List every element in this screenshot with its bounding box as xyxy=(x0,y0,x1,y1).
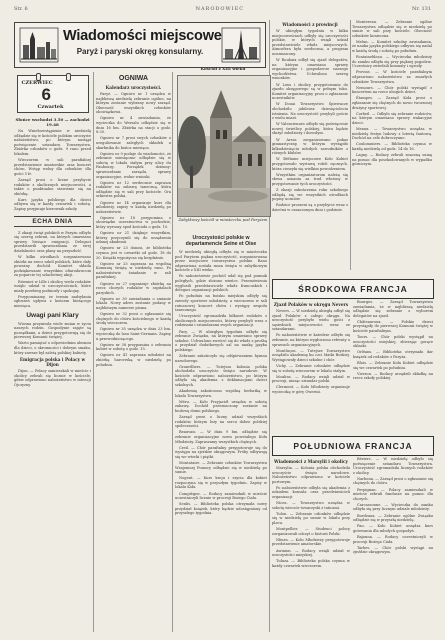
article-text: Na Wniebowstąpienie w niedzielę odbędzie się w kościele polskim uroczyste nabożeństwo, po którym nastąpi poświęcenie sztandaru Towarzystwa. Zbiórka członków o godz. 9 rano przed lokalem. Wieczorem w sali parafialnej przedstawienie amatorskie oraz koncert chóru. Wstęp wolny dla członków, dla gości 5 fr. Zarząd prosi o liczne przybycie rodaków z okolicznych miejscowości, a także o punktualne stawienie się na zbiórkę. Kurs języka polskiego dla dzieci odbywa się w każdy czwartek i sobotę. Zapisy przyjmuje kierownik szkoły. xyxy=(14,129,91,211)
column-5 xyxy=(352,20,432,270)
uwagi-heading: Uwagi pani Klary xyxy=(26,311,79,319)
south-france-title: POŁUDNIOWA FRANCJA xyxy=(293,441,413,451)
column-4 xyxy=(272,20,348,270)
central-col-1 xyxy=(272,300,350,430)
article-text: Nevers. — W niedzielę ubiegłą odbył się zjazd Polaków z całego okręgu. Na uroczystość przybyło wielu gości z sąsiednich miejscowości wraz ze sztandarami. Po nabożeństwie w katedrze odbyło się zebranie, na którym wygłoszono referaty o sprawach organizacyjnych. Montluçon. — Tutejsze Towarzystwo urządziło akademię ku czci Matki Boskiej. Występowały dzieci szkolne i chór. Vichy. — Zebranie członków odbędzie się w sobotę wieczorem w lokalu stałym. Moulins. — Rodacy wzięli udział w procesji, niosąc sztandar polski. Clermont. — Koło Młodzieży organizuje wycieczkę w góry Owernii. xyxy=(272,309,350,394)
column-1 xyxy=(14,72,91,634)
eiffel-tower-icon xyxy=(221,27,261,63)
ogniwa-sub: Kalendarz uroczystości. xyxy=(105,85,162,90)
church-photo xyxy=(177,75,271,217)
page-number: Str. 6 xyxy=(14,6,28,12)
local-news-masthead xyxy=(14,22,266,68)
echa-dnia-heading: ECHA DNIA xyxy=(14,216,91,227)
south-france-banner xyxy=(272,436,434,456)
calendar-note: Słońce wschodzi 3.50 — zachodzi 19.48 xyxy=(15,117,90,127)
article-text: Bourges. — Zarząd Towarzystwa zawiadamia, że w najbliższą niedzielę odbędzie się zebranie z wyborem delegatów na zjazd. Châteauroux. — Polskie dzieci przystąpiły do pierwszej Komunii świętej w kościele parafialnym. Tours. — Chór polski wystąpił na uroczystości miejskiej, zbierając gorące oklaski. Orléans. — Biblioteka otrzymała dar książek od rodaków z Paryża. Blois. — Zebranie Koła Kobiet odbędzie się we czwartek po południu. Vierzon. — Rodacy urządzili składkę na rzecz szkoły polskiej. xyxy=(353,300,433,381)
provinces-heading: Wiadomości z prowincji xyxy=(282,22,338,27)
article-text: Marsylia. — Kolonia polska obchodziła uroczyście święto narodowe. Nabożeństwo odprawiono w kościele portowym. Po nabożeństwie odbyła się akademia z udziałem konsula oraz przedstawicieli organizacji. Nicea. — Towarzystwo urządza w sobotę wieczór towarzyski z tańcami. Tulon. — Zebranie członków odbędzie się w niedzielę po sumie w lokalu przy placu. Montpellier. — Studenci polscy zorganizowali odczyt o historii Polski. Nîmes. — Koło Młodzieży przygotowuje przedstawienie amatorskie. Awinion. — Rodacy wzięli udział w uroczystości miejskiej. Tuluza. — Biblioteka polska czynna w każdy czwartek wieczorem. xyxy=(272,466,350,568)
central-col-2 xyxy=(353,300,433,430)
calendar-day: 6 xyxy=(41,85,51,104)
section-subtitle: Paryż i paryski okręg konsularny. xyxy=(76,47,204,56)
running-header xyxy=(14,4,431,14)
south-col-1 xyxy=(272,457,350,635)
issue-number: Nr. 131 xyxy=(412,6,431,12)
church-image xyxy=(178,76,270,216)
south-sub: Wiadomości z Marsylii i okolicy xyxy=(274,459,348,464)
photo-caption-title: Kościół z XIII wieku xyxy=(200,66,246,71)
central-sub: Zjazd Polaków w okręgu Nevers xyxy=(273,302,349,307)
article-text: Montereau. — Zebranie ogólne Towarzystwa odbędzie się w niedzielę po sumie w sali przy kościele. Obecność członków konieczna. Melun. — Komitet szkolny zawiadamia, że nauka języka polskiego odbywa się nadal w każdą środę i sobotę po południu. Fontainebleau. — Wycieczka młodzieży do zamku odbyła się przy pięknej pogodzie. Uczestnicy zwiedzili komnaty i ogrody. Provins. — W kościele parafialnym odprawiono nabożeństwo za zmarłych członków Towarzystwa. Nemours. — Chór polski wystąpił z koncertem na rzecz ubogich dzieci. Étampes. — Zarząd Koła prosi o zgłaszanie się chętnych do nowo tworzonej drużyny sportowej. Corbeil. — Odbyło się zebranie rodziców, na którym omawiano sprawy wakacyjne dzieci. Meaux. — Towarzystwo urządza w niedzielę festyn ludowy z loterią fantową. Dochód na cele dobroczynne. Coulommiers. — Biblioteka czynna w każdą niedzielę od godz. 14 do 16. Lagny. — Rodacy zebrali znaczną sumę na pomoc dla poszkodowanych w wypadku górniczym. xyxy=(352,20,432,167)
article-text: W niedzielę ubiegłą odbyła się w miasteczku pod Paryżem piękna uroczystość, zorganizowana przez miejscowe towarzystwa polskie. Rano odprawiona została msza święta w zabytkowym kościele z XIII wieku. Po nabożeństwie pochód udał się pod pomnik poległych, gdzie złożono wieńce. Przemówienia wygłosili przedstawiciele władz francuskich i delegaci organizacji polskich. Po południu na boisku miejskim odbyły się zawody sportowe młodzieży, a wieczorem w sali ratuszowej koncert chóru i występy zespołu tanecznego. Uroczystość zgromadziła kilkuset rodaków z okolicznych miejscowości, którzy przybyli wraz z rodzinami i sztandarami swych organizacji. Pary. — W ubiegłym tygodniu odbyło się zebranie Związku, na którym omawiano sprawy szkolne. Uchwalono zwrócić się do władz z prośbą o przydział dodatkowych sal na naukę języka polskiego. Zebranie zakończyło się odśpiewaniem hymnu narodowego. Granvilliers. — Tutejsza kolonia polska obchodziła uroczyście święto narodowe. W kościele odprawiono nabożeństwo, po którym odbyła się akademia z deklamacjami dzieci szkolnych. Akademię zakończono wspólną herbatką w lokalu Towarzystwa. Méru. — Koło Przyjaciół urządza w sobotę zabawę. Dochód przeznaczony zostanie na budowę domu polskiego. Zarząd prosi o liczny udział wszystkich rodaków, którym leży na sercu dobro polskiej społeczności. Beauvais. — W dniu 9 bm. odbędzie się zebranie organizacyjne nowo powstałego Koła Młodzieży. Zapraszamy wszystkich chętnych. Creil. — Chór parafialny przygotowuje się do występu na zjeździe okręgowym. Próby odbywają się we wtorki i piątki. Montataire. — Zebranie członków Towarzystwa Wzajemnej Pomocy odbędzie się w niedzielę po sumie. Nogent. — Kurs kroju i szycia dla kobiet rozpoczyna się w przyszłym tygodniu. Zapisy w lokalu Koła. Compiègne. — Rodacy zamieszkali w mieście uczestniczyli licznie w procesji Bożego Ciała. Senlis. — Biblioteka polska otrzymała nowy przydział książek, który będzie udostępniony od przyszłego tygodnia. xyxy=(175,250,267,516)
column-rule xyxy=(93,72,94,632)
calendar-box xyxy=(17,75,89,113)
calendar-ring xyxy=(66,73,71,81)
column-3 xyxy=(175,232,267,632)
central-france-banner xyxy=(272,279,434,299)
article-text: W ubiegłym tygodniu w kilku miejscowościach odbyły się uroczystości polskie, w których wzięli udział przedstawiciele władz miejscowych. Atmosfera była serdeczna, a program urozmaicony. W Roubaix odbył się zjazd delegatów, na którym omawiano sprawy organizacyjne i gospodarcze naszego wychodźstwa. Uchwalono szereg wniosków. W Lens i okolicy przygotowania do zjazdu okręgowego są w pełnym toku. Komitet organizacyjny prosi o zgłaszanie uczestników. W Douai Towarzystwo Śpiewacze obchodziło jubileusz dziesięciolecia istnienia. Na uroczystość przybyli goście z wielu miast. W Valenciennes odbyło się poświęcenie nowej świetlicy polskiej, która będzie służyć młodzieży i dorosłym. W Arras zorganizowano pokaz gimnastyczny, w którym wystąpiło kilkudziesięciu młodych zawodników z różnych klubów. W Béthune miejscowe Koło Kobiet przygotowało wystawę robót ręcznych, która cieszyła się wielkim powodzeniem. Wszystkim organizatorom należą się słowa uznania za trud włożony w przygotowanie tych uroczystości. Z okazji zakończenia roku szkolnego odbędą się we wszystkich ośrodkach popisy uczniów. Rodzice proszeni są o przybycie wraz z dziećmi w oznaczonym dniu i godzinie. xyxy=(272,29,348,212)
dijon-heading: Emigracja polska i Polacy w Dijon xyxy=(19,357,86,368)
central-france-title: ŚRODKOWA FRANCJA xyxy=(298,284,408,294)
seine-oise-headline: Uroczystości polskie w departamencie Seine et Oise xyxy=(185,235,257,247)
calendar-month: CZERWIEC xyxy=(21,80,53,86)
article-text: Béziers. — W niedzielę odbyło się poświęcenie sztandaru Towarzystwa. Uroczystość zgromadziła licznych rodaków z okolicy. Narbona. — Zarząd prosi o zgłaszanie się chętnych do chóru. Perpignan. — Polacy zamieszkali w mieście zebrali fundusze na pomoc dla chorych. Carcassonne. — Wycieczka do zamku odbyła się przy licznym udziale młodzieży. Bordeaux. — Zebranie ogólne Związku odbędzie się w przyszłą niedzielę. Pau. — Koło Kobiet urządza kurs gotowania dla młodych gospodyń. Bajonna. — Rodacy uczestniczyli w procesji Bożego Ciała. Tarbes. — Chór polski wystąpi na zjeździe okręgowym. xyxy=(353,457,433,555)
article-text: Dijon. — Polacy zamieszkali w mieście i okolicy zebrali się licznie w kościele, gdzie odprawiono nabożeństwo w intencji Ojczyzny. xyxy=(14,369,91,388)
column-2 xyxy=(96,72,171,634)
article-text: Paryż. — Ogniwo nr 1 urządza w najbliższą niedzielę zebranie ogólne, na którym zostanie wybrany nowy zarząd. Obecność wszystkich członków obowiązkowa. Ogniwo nr 4 zawiadamia, że wycieczka do Wersalu odbędzie się w dniu 16 bm. Zbiórka na stacji o godz. 8.30. Ogniwo nr 7 prosi swych członków o uregulowanie zaległych składek u skarbnika do końca miesiąca. Ogniwo nr 9 podaje do wiadomości, że zebranie miesięczne odbędzie się w sobotę w lokalu stałym przy ulicy du Faubourg. Porządek dzienny: sprawozdanie zarządu, sprawy organizacyjne, wolne wnioski. Ogniwo nr 12 serdecznie zaprasza rodaków na zabawę taneczną, która odbędzie się w sali przy kościele. Gra orkiestra polska. Ogniwo nr 14 organizuje kurs dla młodzieży, zapisy w każdą niedzielę po nabożeństwie. Ogniwo nr 18 przypomina o obowiązku uczestnictwa w pochodzie, który wyruszy spod kościoła o godz. 10. Ogniwo nr 21 dziękuje wszystkim, którzy przyczynili się do urządzenia udanej akademii. Ogniwo nr 23 donosi, że biblioteka czynna jest w czwartki od godz. 18 do 20. Książki wypożycza się bezpłatnie. Ogniwo nr 25 zaprasza na wspólną Komunię świętą w niedzielę rano. Po nabożeństwie śniadanie w sali parafialnej. Ogniwo nr 27 organizuje zbiórkę na rzecz chorych rodaków w szpitalach paryskich. Ogniwo nr 30 zawiadamia o zmianie lokalu. Nowy adres zostanie podany w najbliższym numerze pisma. Ogniwo nr 32 prosi o zgłaszanie się chętnych do chóru kościelnego w każdą środę wieczorem. Ogniwo nr 35 urządza w dniu 23 bm. wycieczkę do lasu Saint-Germain. Zapisy u przewodniczącego. Ogniwo nr 38 przypomina o zebraniu kobiet w sobotę o godz. 15. Ogniwo nr 41 zaprasza młodzież na zbiórkę harcerską w niedzielę po południu. xyxy=(96,92,171,367)
cityscape-icon xyxy=(19,27,59,63)
section-title: Wiadomości miejscowe xyxy=(63,28,222,44)
ogniwa-headline: OGNIWA xyxy=(118,75,149,82)
newspaper-name: NARODOWIEC xyxy=(195,6,245,12)
south-col-2 xyxy=(353,457,433,635)
photo-legend: Zabytkowy kościół w miasteczku pod Paryżem xyxy=(178,217,268,222)
calendar-weekday: Czwartek xyxy=(37,104,64,110)
article-text: Z okazji świąt polskich w Paryżu odbyło się szereg zebrań, na których omawiano sprawy bieżące emigracji. Delegaci przedstawili sprawozdania ze swej działalności oraz plany na przyszłość. W kilku ośrodkach zorganizowano zbiórki na rzecz szkół polskich, które dały poważny dochód. Komitet składa podziękowanie wszystkim ofiarodawcom za poparcie tej szlachetnej akcji. Również w Lille i okolicy wielu rodaków wzięło udział w uroczystościach, które miały przebieg podniosły i spokojny. Przypominamy, że termin nadsyłania zgłoszeń upływa z końcem bieżącego miesiąca. xyxy=(14,230,91,308)
column-rule xyxy=(172,72,173,632)
article-text: Wiosna przyniosła wiele zmian w życiu naszych rodzin. Gospodynie zajęte są porządkami, a dzieci przygotowują się do pierwszej Komunii świętej. Warto pamiętać o odpowiednim ubraniu dla dzieci, o skromności i dobrym smaku, który zawsze był zaletą polskiej kobiety. xyxy=(14,321,91,355)
column-rule xyxy=(350,20,351,270)
